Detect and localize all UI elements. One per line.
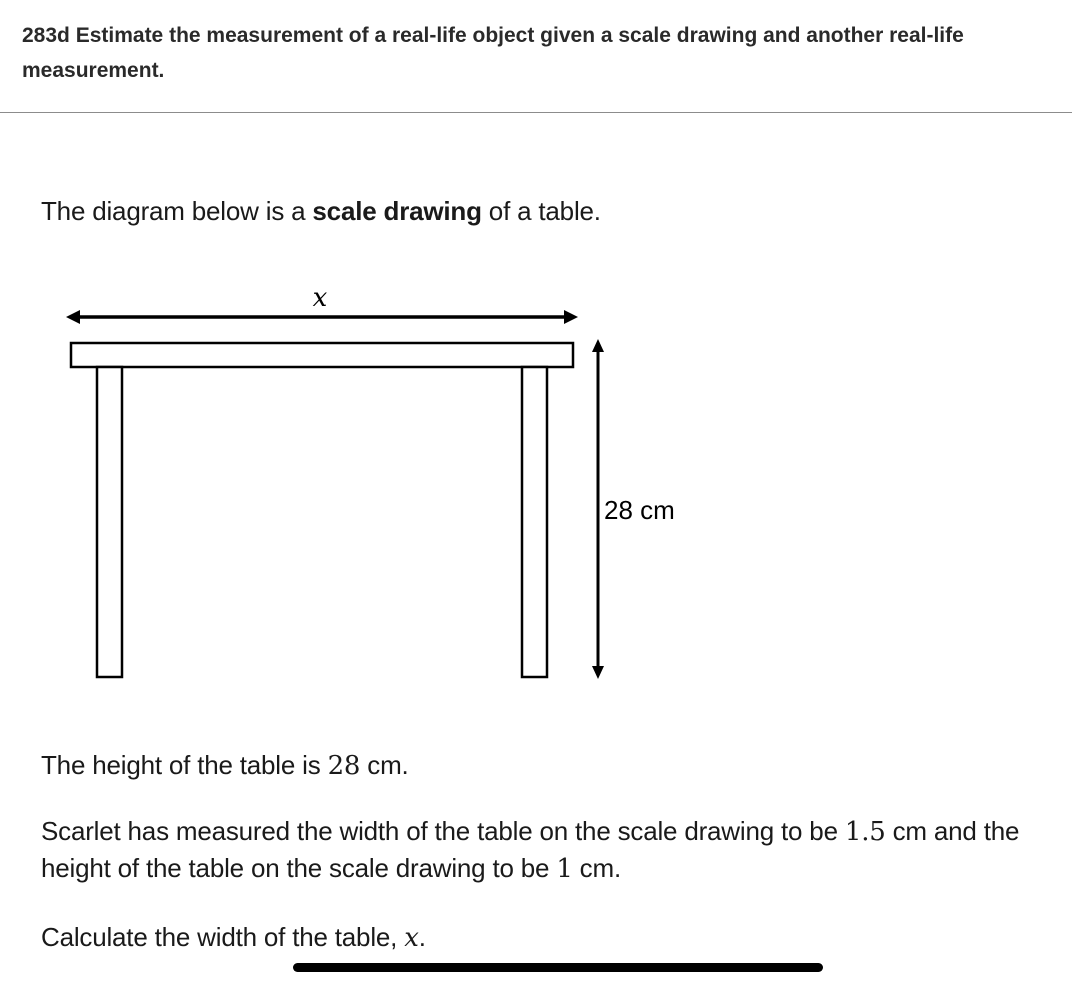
skill-title: 283d Estimate the measurement of a real-life object given a scale drawing and another real-life measurement. bbox=[22, 24, 964, 82]
scale-height-value: 1 bbox=[556, 854, 573, 884]
width-variable: x bbox=[404, 923, 419, 953]
calculate-prompt: Calculate the width of the table, x. bbox=[41, 922, 426, 953]
width-arrow-right-head bbox=[564, 310, 578, 324]
header-divider bbox=[0, 112, 1072, 113]
table-leg-left bbox=[97, 367, 122, 677]
height-statement: The height of the table is 28 cm. bbox=[41, 750, 409, 781]
table-leg-right bbox=[522, 367, 547, 677]
question-intro: The diagram below is a scale drawing of a table. bbox=[41, 196, 601, 226]
scarlet-statement: Scarlet has measured the width of the table on the scale drawing to be 1.5 cm and the height of the table on the scale drawing to be 1 cm. bbox=[41, 816, 1020, 884]
height-label: 28 cm bbox=[604, 495, 675, 525]
width-arrow-left-head bbox=[66, 310, 80, 324]
height-arrow-top-head bbox=[592, 339, 604, 352]
table-scale-diagram bbox=[0, 270, 760, 690]
scale-drawing-term: scale drawing bbox=[312, 196, 482, 226]
width-label-x: x bbox=[312, 283, 328, 313]
scale-width-value: 1.5 bbox=[844, 817, 886, 847]
home-indicator-bar[interactable] bbox=[293, 963, 823, 972]
height-value: 28 bbox=[327, 751, 361, 781]
height-arrow-bottom-head bbox=[592, 666, 604, 679]
table-top bbox=[71, 343, 573, 367]
